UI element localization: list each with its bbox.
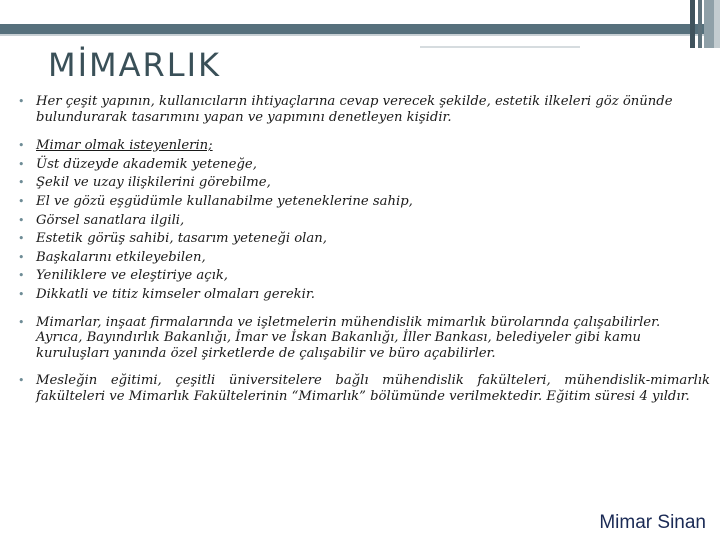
- requirement-item: • Üst düzeyde akademik yeteneğe,: [18, 156, 710, 175]
- definition-text: • Her çeşit yapının, kullanıcıların ihtiyaçlarına cevap verecek şekilde, estetik ilkeleri göz önünde bulundurarak tasarımını yapan ve yapımını denetleyen kişidir.: [18, 94, 710, 125]
- requirements-list: [18, 137, 710, 304]
- requirement-item: • Görsel sanatlara ilgili,: [18, 212, 710, 231]
- education-text: • Mesleğin eğitimi, çeşitli üniversitelere bağlı mühendislik fakülteleri, mühendislik-mimarlık fakülteleri ve Mimarlık Fakültelerinin “Mimarlık” bölümünde verilmektedir. Eğitim süresi 4 yıldır.: [18, 373, 710, 404]
- requirements-heading: • Mimar olmak isteyenlerin;: [18, 137, 710, 156]
- requirement-item: • Dikkatli ve titiz kimseler olmaları gerekir.: [18, 286, 710, 305]
- employment-section: [18, 315, 710, 362]
- employment-text: • Mimarlar, inşaat firmalarında ve işletmelerin mühendislik mimarlık bürolarında çalışabilirler. Ayrıca, Bayındırlık Bakanlığı, İmar ve İskan Bakanlığı, İller Bankası, belediyeler gibi kamu kuruluşları yanında özel şirketlerde de çalışabilir ve büro açabilirler.: [18, 315, 710, 362]
- requirement-item: • El ve gözü eşgüdümle kullanabilme yeteneklerine sahip,: [18, 193, 710, 212]
- header-accent-line: [420, 46, 580, 48]
- slide-content: [18, 94, 710, 417]
- requirement-item: • Estetik görüş sahibi, tasarım yeteneği olan,: [18, 230, 710, 249]
- definition-section: [18, 94, 710, 125]
- signature-text: Mimar Sinan: [599, 512, 706, 533]
- education-section: [18, 373, 710, 404]
- header-bar: [0, 24, 704, 34]
- requirement-item: • Başkalarını etkileyebilen,: [18, 249, 710, 268]
- header-divider: [0, 34, 704, 36]
- requirement-item: • Şekil ve uzay ilişkilerini görebilme,: [18, 174, 710, 193]
- corner-decoration: [690, 0, 720, 48]
- page-title: MİMARLIK: [48, 46, 222, 84]
- requirement-item: • Yeniliklere ve eleştiriye açık,: [18, 267, 710, 286]
